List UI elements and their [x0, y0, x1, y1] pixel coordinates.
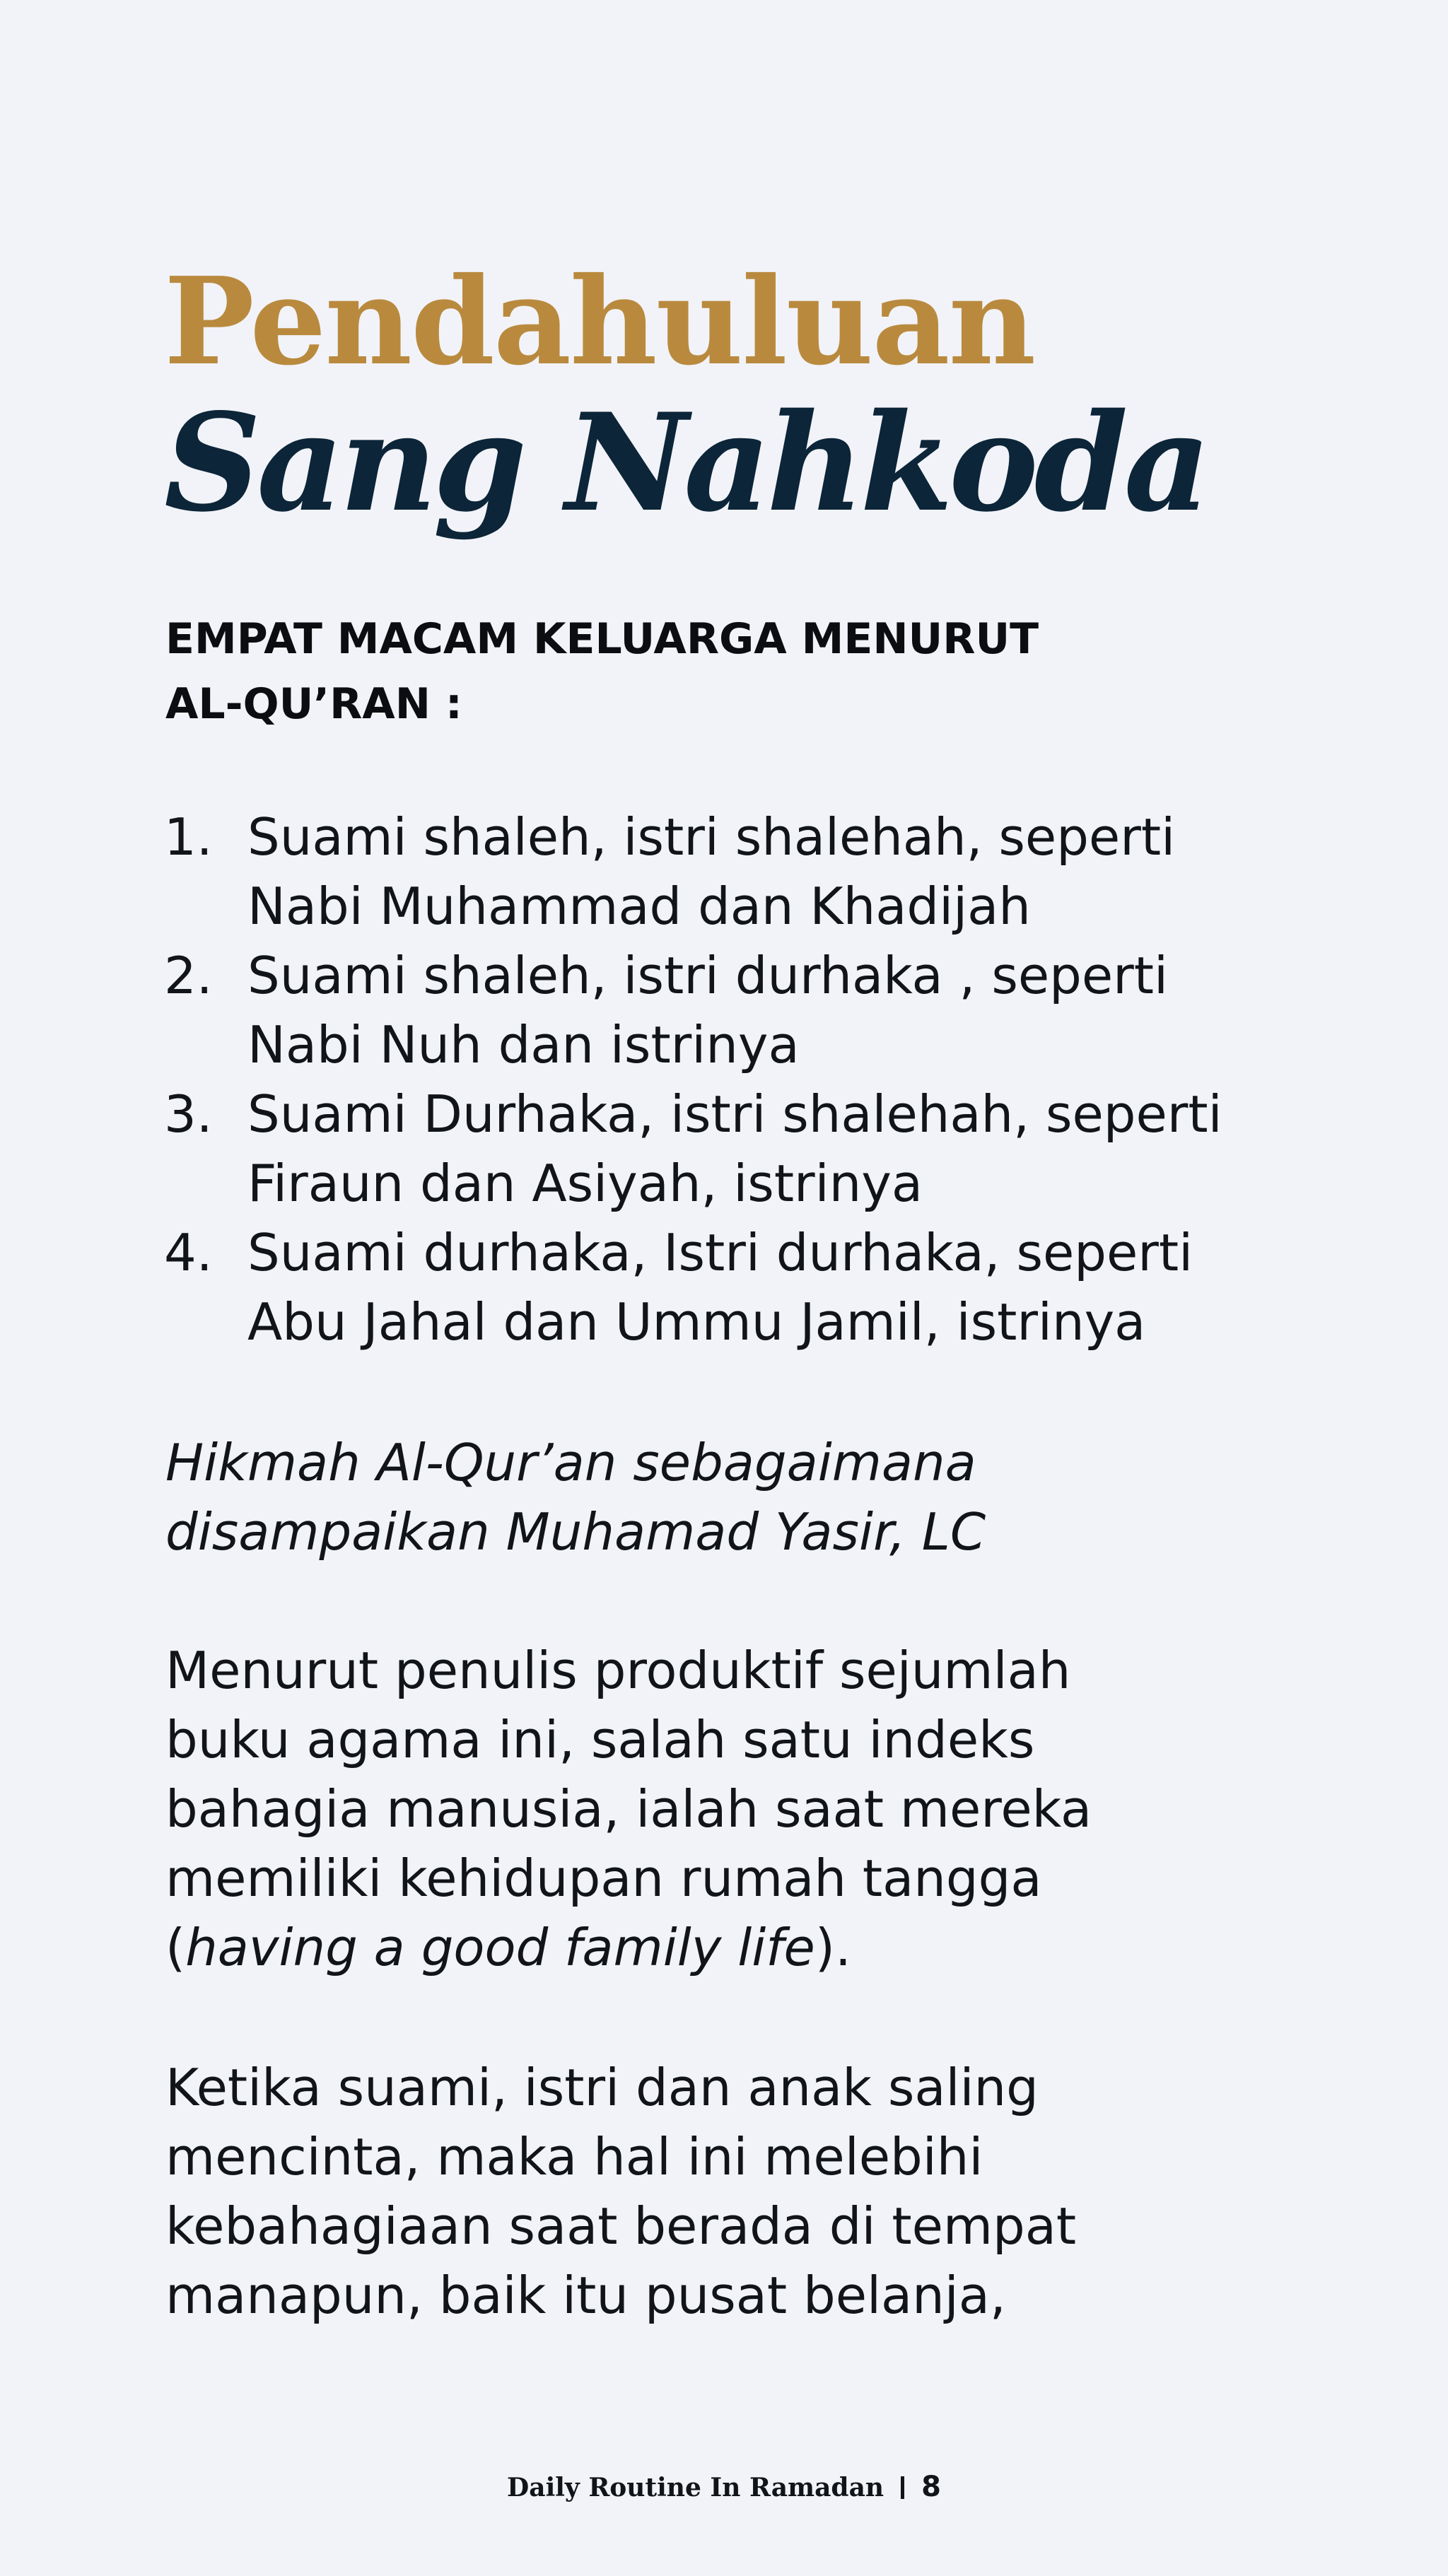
list-item-line-2: Nabi Nuh dan istrinya — [247, 1015, 800, 1075]
footer-book-title: Daily Routine In Ramadan — [507, 2473, 884, 2502]
quote-attribution — [165, 1428, 1367, 1567]
list-item-line-2: Firaun dan Asiyah, istrinya — [247, 1154, 923, 1213]
footer-separator — [901, 2476, 904, 2499]
list-item-line-1: Suami Durhaka, istri shalehah, seperti — [247, 1084, 1222, 1144]
paragraph-line-last — [165, 1913, 1367, 1982]
paragraph-line: Ketika suami, istri dan anak saling — [165, 2058, 1039, 2117]
list-item-line-2: Nabi Muhammad dan Khadijah — [247, 877, 1031, 936]
paragraph-1 — [165, 1636, 1367, 1982]
paragraph-line: bahagia manusia, ialah saat mereka — [165, 1779, 1092, 1839]
paragraph-line: memiliki kehidupan rumah tangga — [165, 1849, 1042, 1908]
paragraph-line: kebahagiaan saat berada di tempat — [165, 2196, 1077, 2256]
page-number: 8 — [921, 2471, 941, 2503]
list-item-line-1: Suami shaleh, istri durhaka , seperti — [247, 946, 1168, 1005]
section-heading — [165, 607, 1311, 737]
list-item-number: 4. — [164, 1223, 213, 1282]
section-heading-line-2: AL-QU’RAN : — [165, 679, 462, 729]
list-item-line-1: Suami shaleh, istri shalehah, seperti — [247, 807, 1176, 867]
list-item — [164, 1079, 1366, 1218]
list-item-number: 1. — [164, 807, 213, 867]
list-item-number: 3. — [164, 1084, 213, 1144]
list-item-number: 2. — [164, 946, 213, 1005]
list-item — [164, 802, 1366, 941]
paren-open: ( — [165, 1918, 186, 1977]
section-heading-line-1: EMPAT MACAM KELUARGA MENURUT — [165, 614, 1039, 664]
italic-phrase: having a good family life — [185, 1918, 815, 1977]
list-item-line-2: Abu Jahal dan Ummu Jamil, istrinya — [247, 1292, 1146, 1352]
page-footer — [0, 2466, 1448, 2509]
paren-close: ). — [814, 1918, 851, 1977]
paragraph-line: manapun, baik itu pusat belanja, — [165, 2266, 1006, 2325]
page-title-pendahuluan: Pendahuluan — [164, 251, 1035, 392]
list-item — [164, 1218, 1366, 1357]
paragraph-2 — [165, 2053, 1367, 2330]
paragraph-line: mencinta, maka hal ini melebihi — [165, 2127, 983, 2186]
family-types-list — [164, 802, 1366, 1357]
list-item — [164, 941, 1366, 1079]
quote-line-2: disampaikan Muhamad Yasir, LC — [165, 1502, 986, 1562]
page-subtitle-sang-nahkoda: Sang Nahkoda — [164, 384, 1207, 541]
paragraph-line: Menurut penulis produktif sejumlah — [165, 1641, 1071, 1700]
list-item-line-1: Suami durhaka, Istri durhaka, seperti — [247, 1223, 1193, 1282]
paragraph-line: buku agama ini, salah satu indeks — [165, 1710, 1035, 1769]
quote-line-1: Hikmah Al-Qur’an sebagaimana — [165, 1433, 976, 1492]
